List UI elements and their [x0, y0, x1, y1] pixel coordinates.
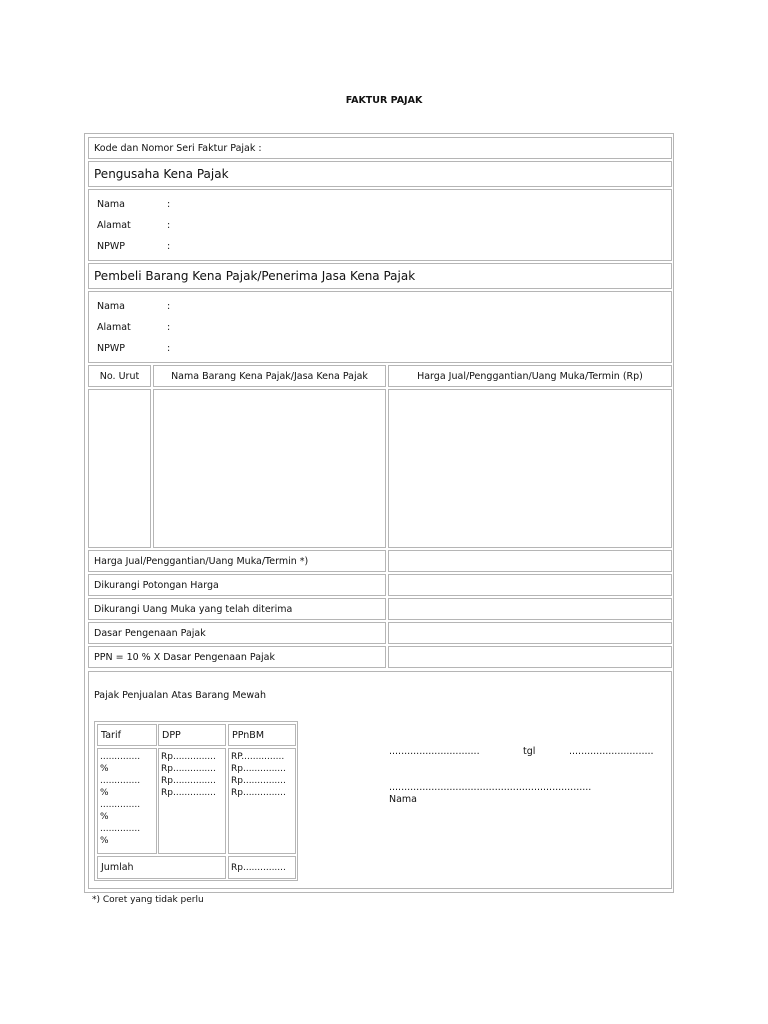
- tarif-line: ..............: [100, 752, 141, 762]
- summary-label-uang-muka: Dikurangi Uang Muka yang telah diterima: [94, 603, 293, 615]
- ppnbm-table: [94, 721, 298, 881]
- ppnbm-jumlah-value: Rp...............: [231, 863, 286, 873]
- summary-value-harga-jual: [388, 550, 672, 572]
- summary-row-ppn: [88, 646, 386, 668]
- ppnbm-header-tarif-label: Tarif: [101, 730, 121, 741]
- tarif-line: %: [100, 764, 109, 774]
- header-nama-barang-label: Nama Barang Kena Pajak/Jasa Kena Pajak: [171, 370, 368, 382]
- header-nama-barang: [153, 365, 386, 387]
- summary-row-uang-muka: [88, 598, 386, 620]
- header-no-urut-label: No. Urut: [99, 370, 140, 382]
- ppnbm-line: RP...............: [231, 752, 285, 762]
- footnote: *) Coret yang tidak perlu: [92, 895, 204, 905]
- summary-label-potongan: Dikurangi Potongan Harga: [94, 579, 219, 591]
- summary-value-ppn: [388, 646, 672, 668]
- pembeli-alamat-colon: :: [167, 322, 171, 333]
- header-harga-label: Harga Jual/Penggantian/Uang Muka/Termin (Rp): [417, 370, 643, 382]
- ppnbm-line: Rp...............: [231, 788, 286, 798]
- tarif-line: %: [100, 836, 109, 846]
- summary-row-harga-jual: [88, 550, 386, 572]
- pengusaha-heading-box: [88, 161, 672, 187]
- pembeli-heading: Pembeli Barang Kena Pajak/Penerima Jasa Kena Pajak: [94, 269, 416, 283]
- document-title: FAKTUR PAJAK: [345, 95, 423, 106]
- signature-date-dots: ............................: [569, 746, 654, 757]
- pengusaha-nama-colon: :: [167, 199, 171, 210]
- summary-row-dpp: [88, 622, 386, 644]
- summary-label-ppn: PPN = 10 % X Dasar Pengenaan Pajak: [94, 651, 276, 663]
- ppnbm-title: Pajak Penjualan Atas Barang Mewah: [94, 690, 266, 701]
- ppnbm-jumlah-label-cell: [97, 856, 226, 879]
- body-no-urut: [88, 389, 151, 548]
- pengusaha-heading: Pengusaha Kena Pajak: [94, 167, 229, 181]
- ppnbm-header-ppnbm-label: PPnBM: [232, 730, 265, 741]
- ppnbm-section: [88, 671, 672, 889]
- ppnbm-header-ppnbm: [228, 724, 296, 746]
- summary-value-dpp: [388, 622, 672, 644]
- dpp-line: Rp...............: [161, 776, 216, 786]
- ppnbm-value-cell: [228, 748, 296, 854]
- header-no-urut: [88, 365, 151, 387]
- dpp-line: Rp...............: [161, 788, 216, 798]
- pengusaha-fields-box: [88, 189, 672, 261]
- kode-label: Kode dan Nomor Seri Faktur Pajak :: [94, 143, 262, 154]
- pembeli-nama-label: Nama: [97, 301, 126, 312]
- pembeli-heading-box: [88, 263, 672, 289]
- body-harga: [388, 389, 672, 548]
- ppnbm-header-dpp-label: DPP: [162, 730, 181, 741]
- dpp-line: Rp...............: [161, 764, 216, 774]
- summary-value-potongan: [388, 574, 672, 596]
- invoice-frame: [84, 133, 674, 893]
- pembeli-alamat-label: Alamat: [97, 322, 131, 333]
- summary-label-dpp: Dasar Pengenaan Pajak: [94, 627, 206, 639]
- ppnbm-header-dpp: [158, 724, 226, 746]
- tarif-line: %: [100, 812, 109, 822]
- ppnbm-jumlah-value-cell: [228, 856, 296, 879]
- pembeli-npwp-colon: :: [167, 343, 171, 354]
- ppnbm-header-tarif: [97, 724, 157, 746]
- tarif-line: ..............: [100, 824, 141, 834]
- tarif-line: ..............: [100, 800, 141, 810]
- body-nama-barang: [153, 389, 386, 548]
- summary-label-harga-jual: Harga Jual/Penggantian/Uang Muka/Termin *): [94, 555, 309, 567]
- tarif-line: %: [100, 788, 109, 798]
- pembeli-fields-box: [88, 291, 672, 363]
- summary-value-uang-muka: [388, 598, 672, 620]
- pembeli-npwp-label: NPWP: [97, 343, 125, 354]
- ppnbm-line: Rp...............: [231, 764, 286, 774]
- pengusaha-alamat-label: Alamat: [97, 220, 131, 231]
- pengusaha-npwp-colon: :: [167, 241, 171, 252]
- pengusaha-alamat-colon: :: [167, 220, 171, 231]
- signature-tgl-label: tgl: [523, 746, 536, 757]
- ppnbm-jumlah-label: Jumlah: [101, 862, 134, 873]
- ppnbm-line: Rp...............: [231, 776, 286, 786]
- pengusaha-nama-label: Nama: [97, 199, 126, 210]
- header-harga: [388, 365, 672, 387]
- signature-name-label: Nama: [389, 794, 418, 805]
- pengusaha-npwp-label: NPWP: [97, 241, 125, 252]
- ppnbm-tarif-cell: [97, 748, 157, 854]
- signature-place-dots: ..............................: [389, 746, 480, 757]
- pembeli-nama-colon: :: [167, 301, 171, 312]
- tarif-line: ..............: [100, 776, 141, 786]
- signature-name-dots: ...................................................................: [389, 782, 592, 793]
- dpp-line: Rp...............: [161, 752, 216, 762]
- ppnbm-dpp-cell: [158, 748, 226, 854]
- summary-row-potongan: [88, 574, 386, 596]
- kode-row: [88, 137, 672, 159]
